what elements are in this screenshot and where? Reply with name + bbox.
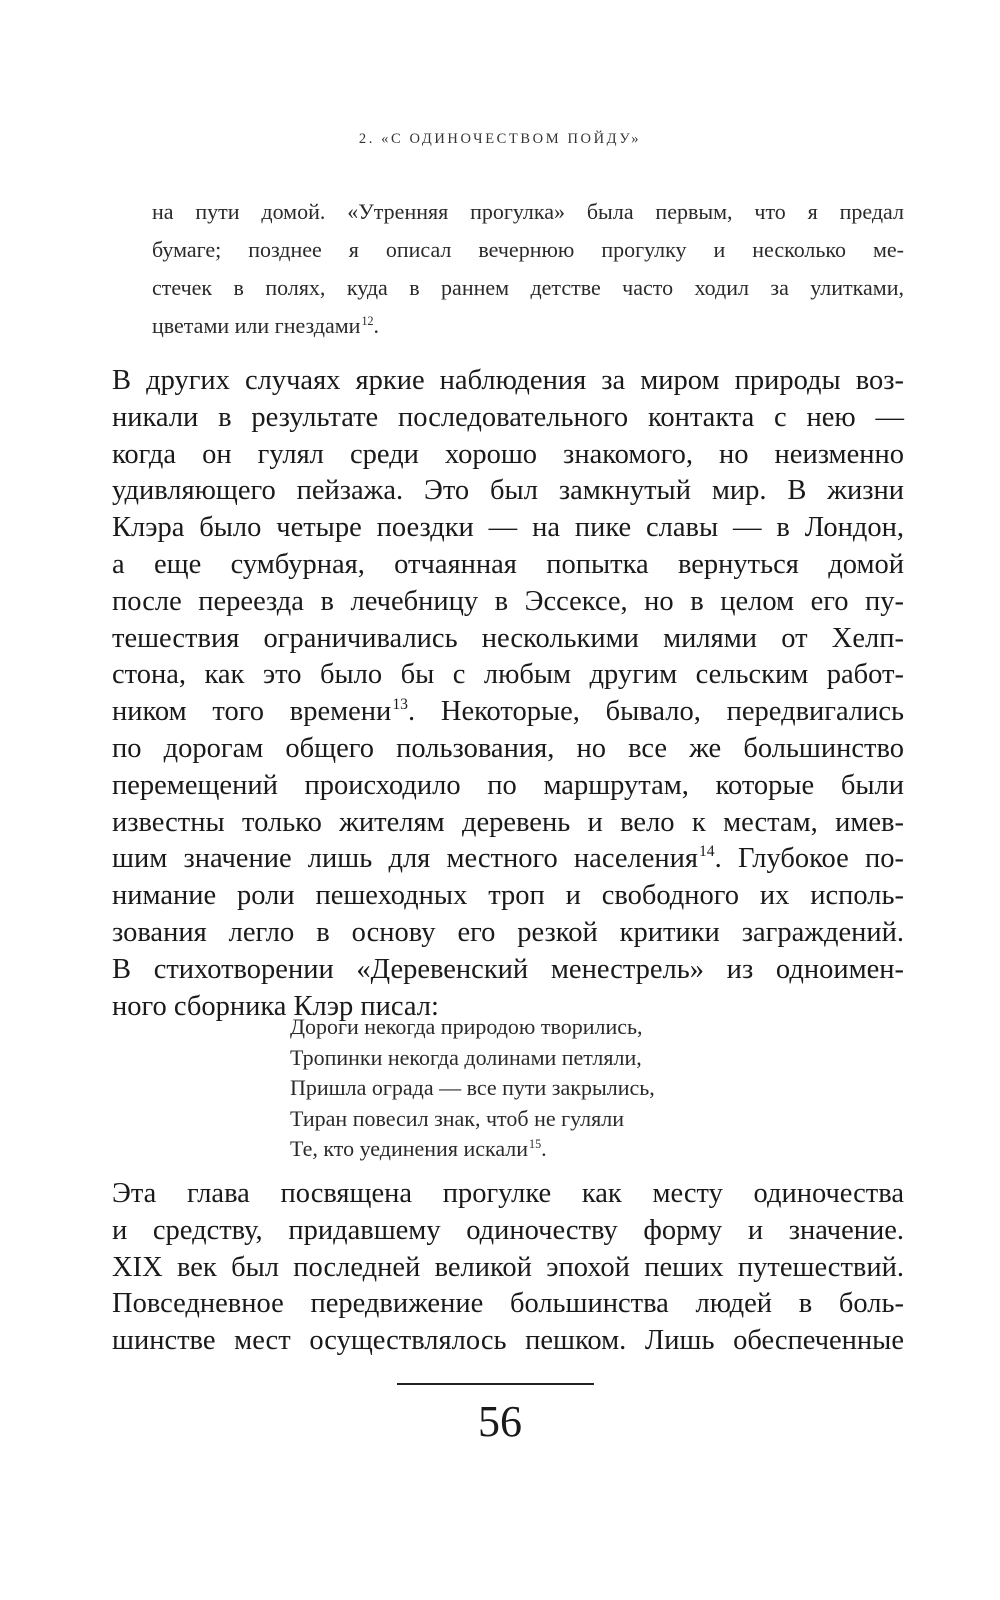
- quote-line: цветами или гнездами$^{12}$.: [152, 313, 380, 338]
- paragraph: [112, 1176, 904, 1360]
- text-line: нимание роли пешеходных троп и свободного их исполь-: [112, 880, 904, 912]
- paragraph: [112, 363, 904, 1025]
- text-line: В стихотворении «Деревенский менестрель» из одноимен-: [112, 953, 904, 985]
- poem-quote: [290, 1012, 850, 1165]
- text-line: известны только жителям деревень и вело к местам, имев-: [112, 806, 904, 838]
- text-line: ником того времени$^{13}$. Некоторые, бывало, передвигались: [112, 696, 904, 728]
- block-quote: [152, 193, 904, 345]
- quote-line: стечек в полях, куда в раннем детстве часто ходил за улитками,: [152, 275, 904, 300]
- text-line: когда он гулял среди хорошо знакомого, но неизменно: [112, 438, 904, 470]
- footnote-ref: 14: [698, 843, 715, 861]
- text-line: тешествия ограничивались несколькими милями от Хелп-: [112, 622, 904, 654]
- footnote-ref: 12: [361, 313, 374, 328]
- text-line: ного сборника Клэр писал:: [112, 990, 439, 1022]
- text-line: шим значение лишь для местного населения$^{14}$. Глубокое по-: [112, 843, 904, 875]
- text-line: Эта глава посвящена прогулке как месту одиночества: [112, 1178, 904, 1209]
- quote-line: бумаге; позднее я описал вечернюю прогулку и несколько ме-: [152, 237, 904, 262]
- footnote-ref: 13: [392, 696, 408, 714]
- text-line: зования легло в основу его резкой критики заграждений.: [112, 916, 904, 948]
- text-line: по дорогам общего пользования, но все же большинство: [112, 732, 904, 764]
- text-line: и средству, придавшему одиночеству форму и значение.: [112, 1214, 904, 1246]
- footnote-ref: 15: [529, 1136, 542, 1151]
- poem-line: Дороги некогда природою творились,: [290, 1014, 643, 1039]
- text-line: Клэра было четыре поездки — на пике славы — в Лондон,: [112, 512, 904, 544]
- text-line: перемещений происходило по маршрутам, которые были: [112, 769, 904, 801]
- text-line: Повседневное передвижение большинства людей в боль-: [112, 1288, 904, 1320]
- text-line: стона, как это было бы с любым другим сельским работ-: [112, 659, 904, 691]
- text-line: шинстве мест осуществлялось пешком. Лишь обеспеченные: [112, 1325, 904, 1357]
- text-line: В других случаях яркие наблюдения за миром природы воз-: [112, 365, 904, 396]
- quote-line: на пути домой. «Утренняя прогулка» была первым, что я предал: [152, 199, 904, 224]
- poem-line: Тиран повесил знак, чтоб не гуляли: [290, 1105, 625, 1131]
- poem-line: Тропинки некогда долинами петляли,: [290, 1044, 642, 1070]
- text-line: а еще сумбурная, отчаянная попытка вернуться домой: [112, 548, 904, 580]
- poem-line: Те, кто уединения искали$^{15}$.: [290, 1136, 547, 1162]
- text-line: XIX век был последней великой эпохой пеших путешествий.: [112, 1251, 904, 1283]
- text-line: никали в результате последовательного контакта с нею —: [112, 401, 904, 433]
- text-line: после переезда в лечебницу в Эссексе, но в целом его пу-: [112, 585, 904, 617]
- page-number: 56: [478, 1397, 522, 1446]
- text-line: удивляющего пейзажа. Это был замкнутый мир. В жизни: [112, 475, 904, 507]
- running-head: 2. «С ОДИНОЧЕСТВОМ ПОЙДУ»: [358, 131, 642, 147]
- folio-rule: [397, 1383, 594, 1385]
- poem-line: Пришла ограда — все пути закрылись,: [290, 1075, 655, 1101]
